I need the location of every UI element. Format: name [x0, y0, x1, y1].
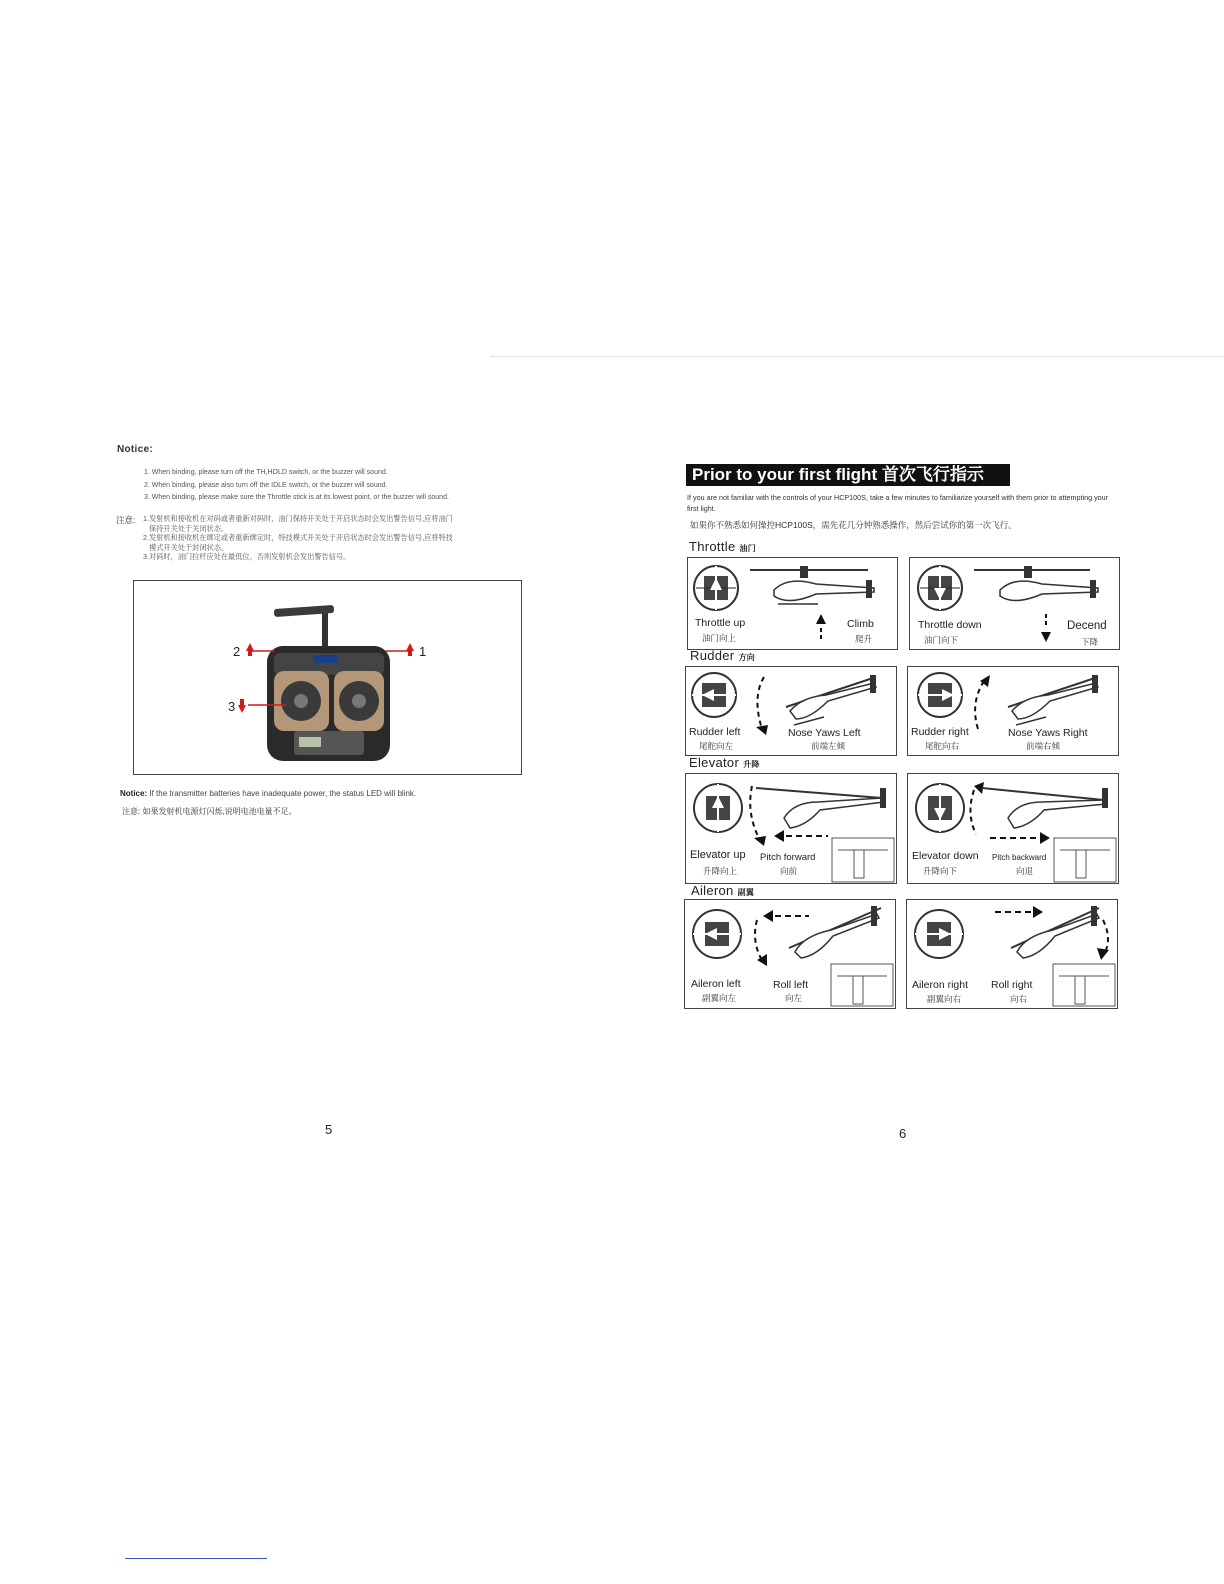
pitch-backward-label: Pitch backward	[992, 853, 1047, 862]
roll-right-label: Roll right	[991, 979, 1033, 991]
aileron-left-label-cn: 副翼向左	[702, 993, 737, 1003]
section-title-aileron: Aileron 副翼	[691, 883, 755, 898]
throttle-down-label-cn: 油门向下	[924, 635, 959, 645]
panel-throttle-down	[909, 557, 1120, 650]
roll-right-label-cn: 向右	[1010, 994, 1028, 1004]
aileron-left-label: Aileron left	[691, 978, 741, 990]
notice-item-cn: 模式开关处于封闭状态。	[149, 542, 229, 552]
rudder-left-label-cn: 尾舵向左	[699, 741, 734, 751]
throttle-up-label: Throttle up	[695, 617, 746, 629]
nose-yaws-right-label: Nose Yaws Right	[1008, 727, 1088, 739]
notice-item: 2. When binding, please also turn off the IDLE switch, or the buzzer will sound.	[144, 481, 388, 489]
intro-text-en: If you are not familiar with the controls of your HCP100S, take a few minutes to familiarize yourself with them prior to attempting your first light.	[687, 493, 1109, 513]
pitch-forward-label-cn: 向前	[780, 866, 798, 876]
notice-label-cn: 注意:	[116, 515, 136, 525]
scan-rule-top	[490, 356, 1224, 357]
notice-title: Notice:	[117, 444, 153, 455]
notice-item-cn: 3.对码时，油门拉杆应处在最低位，否则发射机会发出警告信号。	[143, 552, 351, 561]
aileron-right-label-cn: 副翼向右	[927, 994, 962, 1004]
transmitter-photo	[134, 581, 521, 774]
nose-yaws-left-label-cn: 前端左倾	[811, 741, 846, 751]
scan-rule-bottom	[125, 1558, 267, 1559]
notice-item-cn: 保持开关处于关闭状态。	[149, 523, 229, 533]
elevator-down-label-cn: 升降向下	[923, 866, 958, 876]
throttle-down-label: Throttle down	[918, 619, 982, 631]
notice-item-cn: 1.发射机和接收机在对码或者重新对码时，油门保持开关处于开启状态时会发出警告信号,应将油门	[143, 514, 453, 523]
climb-label: Climb	[847, 618, 874, 630]
panel-elevator-up	[685, 773, 897, 884]
elevator-up-label-cn: 升降向上	[703, 866, 738, 876]
battery-notice-label: Notice:	[120, 789, 148, 798]
decend-label-cn: 下降	[1081, 637, 1099, 647]
transmitter-figure	[133, 580, 522, 775]
battery-notice-cn: 注意: 如果发射机电源灯闪烁,说明电池电量不足。	[122, 807, 297, 816]
aileron-right-label: Aileron right	[912, 979, 969, 991]
page-number-right: 6	[899, 1126, 907, 1141]
throttle-up-label-cn: 油门向上	[702, 633, 737, 643]
decend-label: Decend	[1067, 620, 1107, 632]
pitch-forward-label: Pitch forward	[760, 852, 816, 863]
battery-notice	[120, 789, 416, 798]
nose-yaws-left-label: Nose Yaws Left	[788, 727, 861, 739]
panel-elevator-down	[907, 773, 1119, 884]
intro-text-cn: 如果你不熟悉如何操控HCP100S，需先花几分钟熟悉操作，然后尝试你的第一次飞行。	[690, 520, 1017, 530]
panel-rudder-left	[685, 666, 897, 756]
panel-aileron-right	[906, 899, 1118, 1009]
notice-list-cn	[143, 514, 543, 562]
elevator-down-label: Elevator down	[912, 850, 979, 862]
notice-item: 3. When binding, please make sure the Throttle stick is at its lowest point, or the buzzer will sound.	[144, 494, 449, 501]
panel-aileron-left	[684, 899, 896, 1009]
roll-left-label: Roll left	[773, 979, 809, 991]
battery-notice-text: If the transmitter batteries have inadequate power, the status LED will blink.	[147, 789, 417, 798]
notice-item: 1. When binding, please turn off the TH,HOLD switch, or the buzzer will sound.	[144, 469, 388, 476]
pitch-backward-label-cn: 向退	[1016, 866, 1034, 876]
rudder-right-label-cn: 尾舵向右	[925, 741, 960, 751]
elevator-up-label: Elevator up	[690, 849, 746, 861]
climb-label-cn: 爬升	[855, 634, 873, 644]
rudder-right-label: Rudder right	[911, 726, 969, 738]
notice-item-cn: 2.发射机和接收机在绑定或者重新绑定时，特技模式开关处于开启状态时会发出警告信号,应将特技	[143, 533, 453, 542]
rudder-left-label: Rudder left	[689, 726, 741, 738]
section-title-elevator: Elevator 升降	[689, 755, 760, 770]
callout-3: 3	[228, 699, 236, 714]
page-number-left: 5	[325, 1122, 333, 1137]
roll-left-label-cn: 向左	[785, 993, 803, 1003]
nose-yaws-right-label-cn: 前端右倾	[1026, 741, 1061, 751]
section-title-throttle: Throttle 油门	[689, 539, 757, 554]
callout-2: 2	[233, 644, 241, 659]
page-title: Prior to your first flight 首次飞行指示	[686, 464, 1010, 486]
callout-1: 1	[419, 644, 427, 659]
notice-list-en	[144, 467, 449, 505]
panel-rudder-right	[907, 666, 1119, 756]
section-title-rudder: Rudder 方向	[690, 648, 756, 663]
panel-throttle-up	[687, 557, 898, 650]
